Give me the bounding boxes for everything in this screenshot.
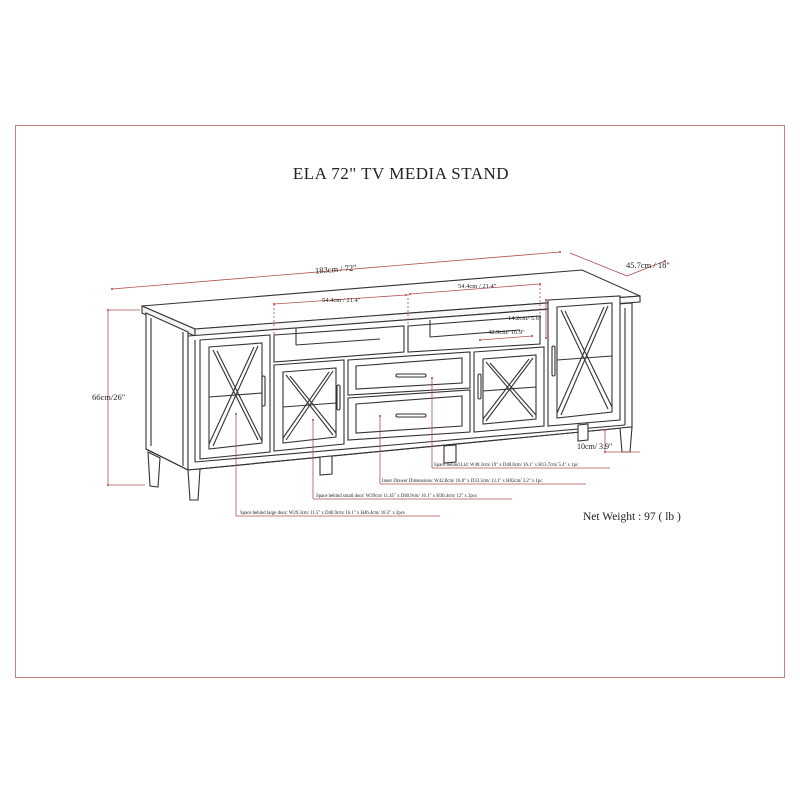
shelf-height-label: 14.2cm/ 5.6" bbox=[508, 315, 542, 322]
page-title: ELA 72" TV MEDIA STAND bbox=[292, 164, 510, 183]
height-label: 66cm/26" bbox=[92, 392, 126, 402]
inner-drawer-label: Inner Drawer Dimensions: W42.8cm/ 16.8" x D33.3cm/ 13.1" x H82cm/ 3.2" x 1pc bbox=[382, 479, 543, 484]
shelf-width-right-label: 54.4cm / 21.4" bbox=[458, 283, 497, 290]
space-behind-lid-label: Space behind Lid: W48.3cm/ 19" x D40.8cm/ 16.1" x H13.7cm/ 5.4" x 1pc bbox=[434, 463, 579, 468]
shelf-width-left-label: 54.4cm / 21.4" bbox=[322, 297, 361, 304]
diagram-frame bbox=[15, 125, 785, 678]
depth-label: 45.7cm / 18" bbox=[626, 260, 670, 270]
leg-height-label: 10cm/ 3.9" bbox=[577, 442, 613, 451]
net-weight: Net Weight : 97 ( lb ) bbox=[583, 511, 681, 523]
shelf-depth-label: 42.9cm/ 16.9" bbox=[488, 329, 525, 336]
small-door-space-label: Space behind small door: W29cm/ 11.45" x D40.9cm/ 16.1" x H30.4cm/ 12" x 2pcs bbox=[316, 494, 477, 499]
width-label: 183cm / 72" bbox=[314, 262, 357, 276]
large-door-space-label: Space behind large door: W29.3cm/ 11.5" x D40.9cm/ 16.1" x H46.4cm/ 18.3" x 2pcs bbox=[240, 511, 405, 516]
